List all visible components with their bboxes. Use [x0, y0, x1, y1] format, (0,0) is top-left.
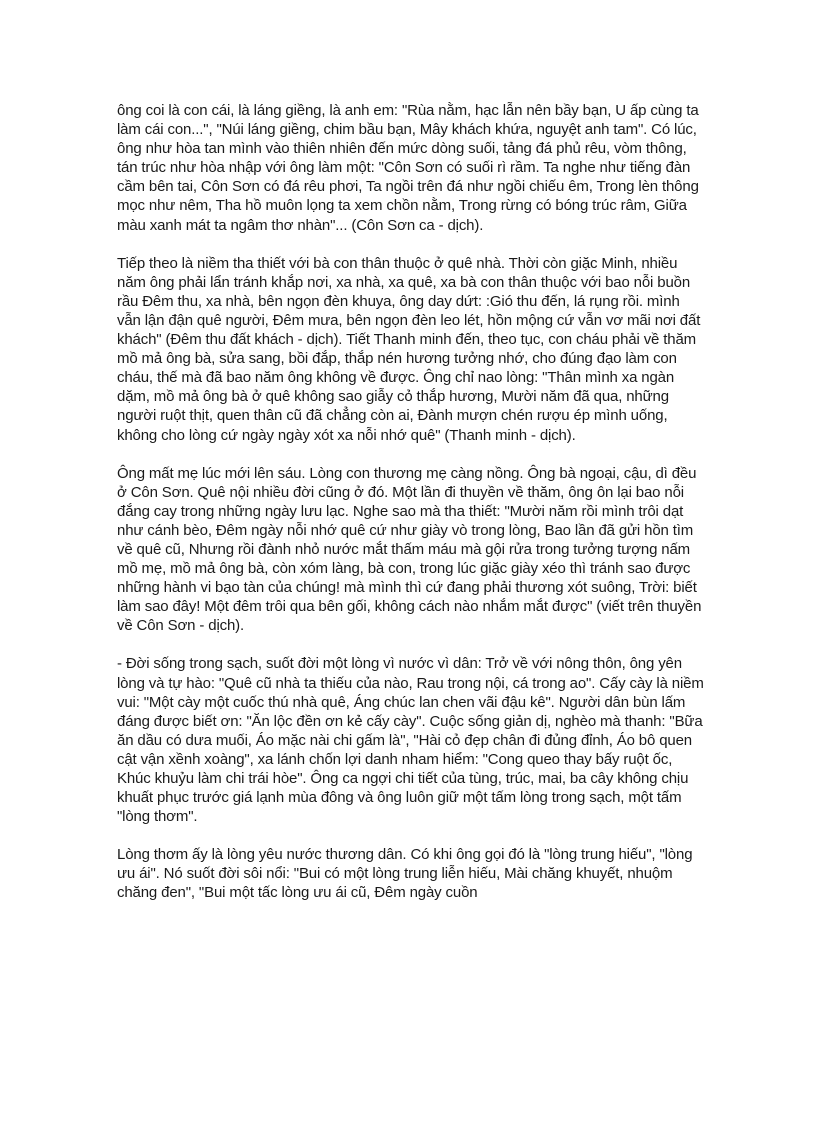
paragraph: Tiếp theo là niềm tha thiết với bà con thân thuộc ở quê nhà. Thời còn giặc Minh, nhiều năm ông phải lẩn tránh khắp nơi, xa nhà, xa quê, xa bà con thân thuộc với bao nỗi buồn rầu Đêm thu, xa nhà, bên ngọn đèn khuya, ông day dứt: :Gió thu đến, lá rụng rồi. mình vẫn lận đận quê người, Đêm mưa, bên ngọn đèn leo lét, hồn mộng cứ vẫn vơ mãi nơi đất khách" (Đêm thu đất khách - dịch). Tiết Thanh minh đến, theo tục, con cháu phải về thăm mồ mả ông bà, sửa sang, bồi đắp, thắp nén hương tưởng nhớ, cho đúng đạo làm con cháu, thế mà đã bao năm ông không về được. Ông chỉ nao lòng: "Thân mình xa ngàn dặm, mồ mả ông bà ở quê không sao giẫy cỏ thắp hương, Mười năm đã qua, những người ruột thịt, quen thân cũ đã chẳng còn ai, Đành mượn chén rượu ép mình uống, không cho lòng cứ ngày ngày xót xa nỗi nhớ quê" (Thanh minh - dịch). [117, 254, 701, 444]
paragraph: Ông mất mẹ lúc mới lên sáu. Lòng con thương mẹ càng nồng. Ông bà ngoại, cậu, dì đều ở Côn Sơn. Quê nội nhiều đời cũng ở đó. Một lần đi thuyền về thăm, ông ôn lại bao nỗi đắng cay trong những ngày lưu lạc. Nghe sao mà tha thiết: "Mười năm rồi mình trôi dạt như cánh bèo, Đêm ngày nỗi nhớ quê cứ như giày vò trong lòng, Bao lần đã gửi hồn tìm về quê cũ, Nhưng rồi đành nhỏ nước mắt thấm máu mà gội rửa trong tưởng tượng nấm mồ mẹ, mồ mả ông bà, còn xóm làng, bà con, trong lúc giặc giày xéo thì tránh sao được những hành vi bạo tàn của chúng! mà mình thì cứ đang phải thương xót suông, Trời: biết làm sao đây! Một đêm trôi qua bên gối, không cách nào nhắm mắt được" (viết trên thuyền về Côn Sơn - dịch). [117, 464, 702, 635]
document-body [117, 101, 707, 903]
paragraph: Lòng thơm ấy là lòng yêu nước thương dân. Có khi ông gọi đó là "lòng trung hiếu", "lòng ưu ái". Nó suốt đời sôi nổi: "Bui có một lòng trung liễn hiếu, Mài chăng khuyết, nhuộm chăng đen", "Bui một tấc lòng ưu ái cũ, Đêm ngày cuồn [117, 846, 693, 902]
paragraph: - Đời sống trong sạch, suốt đời một lòng vì nước vì dân: Trở về với nông thôn, ông yên lòng và tự hào: "Quê cũ nhà ta thiếu của nào, Rau trong nội, cá trong ao". Cấy cày là niềm vui: "Một cày một cuốc thú nhà quê, Áng chúc lan chen vãi đậu kê". Người dân bùn lấm đáng được biết ơn: "Ăn lộc đền ơn kẻ cấy cày". Cuộc sống giản dị, nghèo mà thanh: "Bữa ăn dầu có dưa muối, Áo mặc nài chi gấm là", "Hài cỏ đẹp chân đi đủng đỉnh, Áo bô quen cật vận xềnh xoàng", xa lánh chốn lợi danh nham hiểm: "Cong queo thay bấy ruột ốc, Khúc khuỷu làm chi trái hòe". Ông ca ngợi chi tiết của tùng, trúc, mai, ba cây không chịu khuất phục trước giá lạnh mùa đông và ông luôn giữ một tấm lòng trong sạch, một tấm "lòng thơm". [117, 655, 704, 826]
paragraph: ông coi là con cái, là láng giềng, là anh em: "Rùa nằm, hạc lẫn nên bầy bạn, U ấp cùng ta làm cái con...", "Núi láng giềng, chim bầu bạn, Mây khách khứa, nguyệt anh tam". Có lúc, ông như hòa tan mình vào thiên nhiên đến mức dòng suối, tảng đá phủ rêu, vòm thông, tán trúc như hòa nhập với ông làm một: "Côn Sơn có suối rì rầm. Ta nghe như tiếng đàn cầm bên tai, Côn Sơn có đá rêu phơi, Ta ngồi trên đá như ngồi chiếu êm, Trong lèn thông mọc như nêm, Tha hồ muôn lọng ta xem chồn nằm, Trong rừng có bóng trúc râm, Giữa màu xanh mát ta ngâm thơ nhàn"... (Côn Sơn ca - dịch). [117, 102, 699, 234]
